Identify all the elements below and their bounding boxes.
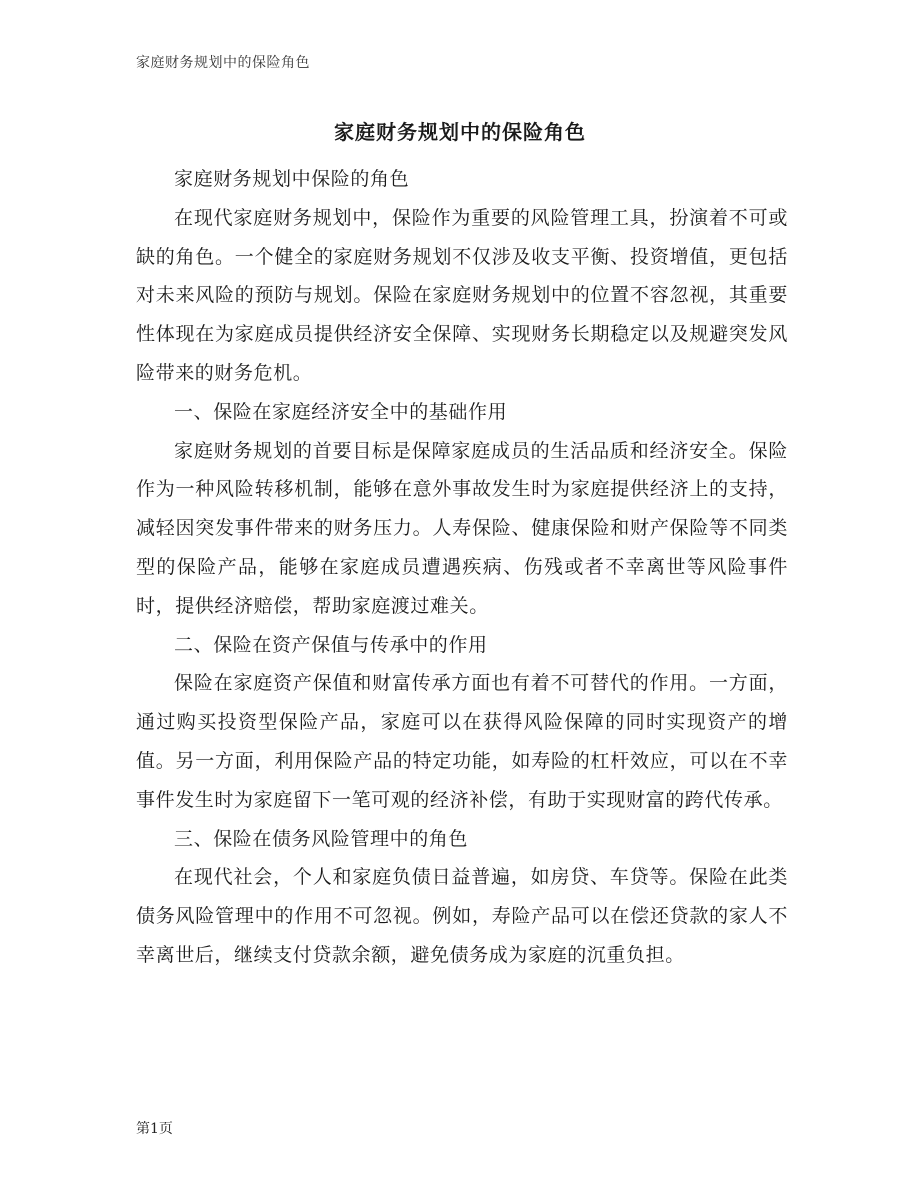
intro-paragraph: 在现代家庭财务规划中，保险作为重要的风险管理工具，扮演着不可或缺的角色。一个健全的家庭财务规划不仅涉及收支平衡、投资增值，更包括对未来风险的预防与规划。保险在家庭财务规划中的位置不容忽视，其重要性体现在为家庭成员提供经济安全保障、实现财务长期稳定以及规避突发风险带来的财务危机。 (136, 206, 788, 384)
section-paragraph-2: 保险在家庭资产保值和财富传承方面也有着不可替代的作用。一方面，通过购买投资型保险产品，家庭可以在获得风险保障的同时实现资产的增值。另一方面，利用保险产品的特定功能，如寿险的杠杆效应，可以在不幸事件发生时为家庭留下一笔可观的经济补偿，有助于实现财富的跨代传承。 (136, 672, 788, 811)
section-heading-1: 一、保险在家庭经济安全中的基础作用 (174, 400, 508, 423)
section-paragraph-3: 在现代社会，个人和家庭负债日益普遍，如房贷、车贷等。保险在此类债务风险管理中的作用不可忽视。例如，寿险产品可以在偿还贷款的家人不幸离世后，继续支付贷款余额，避免债务成为家庭的沉重负担。 (136, 866, 788, 966)
running-header: 家庭财务规划中的保险角色 (136, 55, 310, 71)
section-paragraph-1: 家庭财务规划的首要目标是保障家庭成员的生活品质和经济安全。保险作为一种风险转移机制，能够在意外事故发生时为家庭提供经济上的支持，减轻因突发事件带来的财务压力。人寿保险、健康保险和财产保险等不同类型的保险产品，能够在家庭成员遭遇疾病、伤残或者不幸离世等风险事件时，提供经济赔偿，帮助家庭渡过难关。 (136, 439, 788, 617)
document-body (136, 160, 788, 975)
section-heading-2: 二、保险在资产保值与传承中的作用 (174, 633, 488, 656)
document-title: 家庭财务规划中的保险角色 (334, 120, 586, 144)
section-heading-3: 三、保险在债务风险管理中的角色 (174, 827, 469, 850)
page-number: 第1页 (136, 1121, 173, 1137)
subtitle-paragraph: 家庭财务规划中保险的角色 (174, 168, 410, 190)
